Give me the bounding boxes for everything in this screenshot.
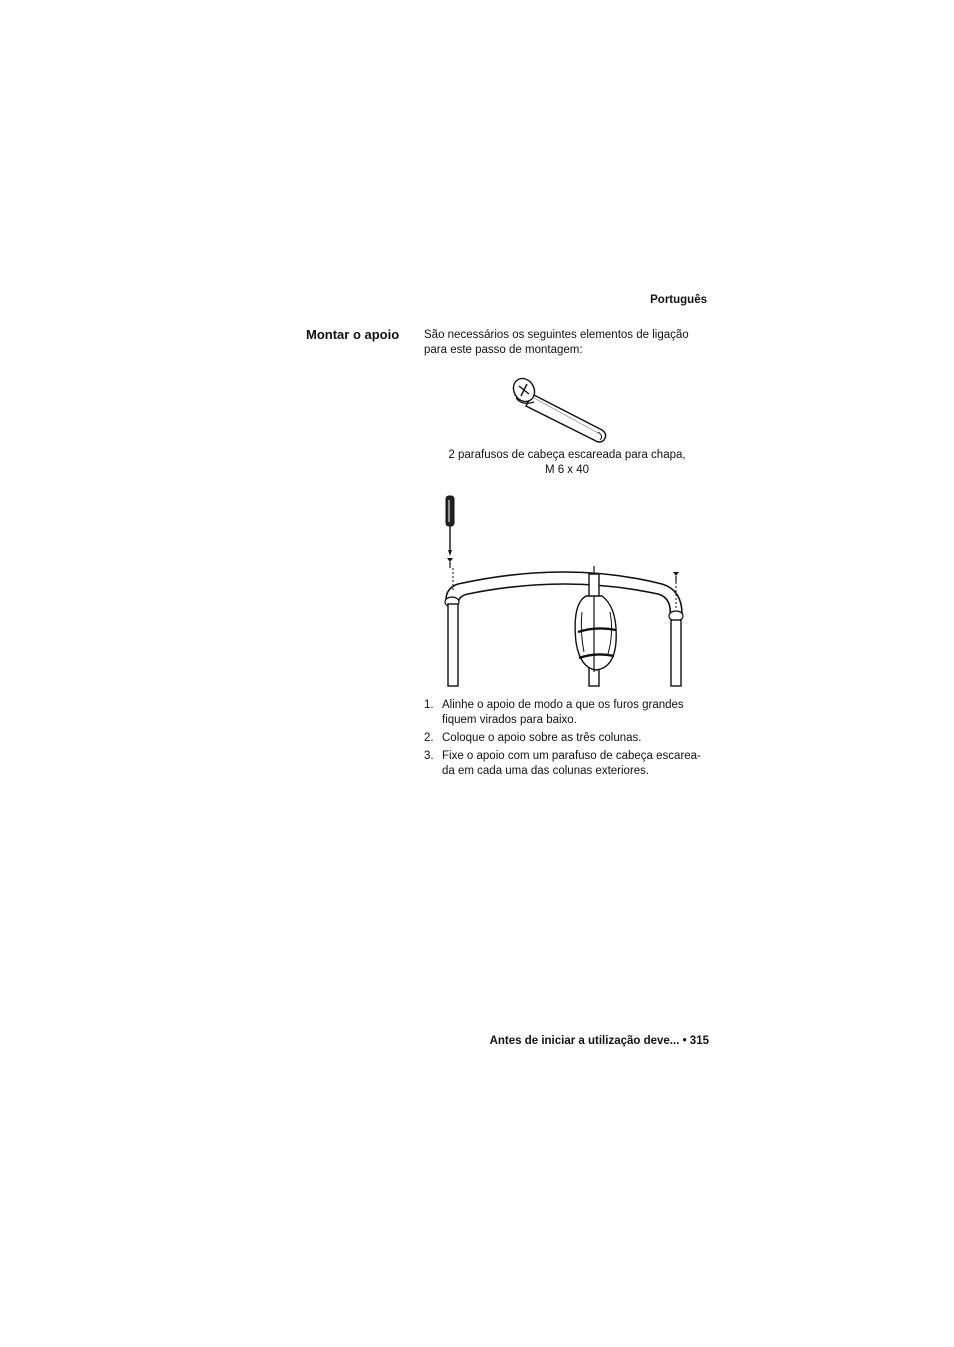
language-label: Português [650, 294, 707, 306]
list-item [424, 731, 714, 746]
step-line: da em cada uma das colunas exteriores. [442, 765, 650, 777]
support-assembly-illustration [436, 492, 694, 688]
section-title: Montar o apoio [306, 327, 400, 342]
list-item [424, 698, 714, 728]
screw-icon [673, 572, 679, 582]
list-item [424, 749, 714, 779]
intro-line: para este passo de montagem: [424, 344, 583, 356]
step-number: 1. [424, 699, 434, 711]
step-line: Alinhe o apoio de modo a que os furos grandes [442, 699, 684, 711]
intro-text [424, 328, 714, 358]
step-text [442, 731, 714, 746]
right-column [671, 620, 681, 686]
step-line: fiquem virados para baixo. [442, 714, 577, 726]
support-arc [446, 572, 682, 614]
step-text [442, 749, 714, 779]
step-number: 3. [424, 750, 434, 762]
step-line: Fixe o apoio com um parafuso de cabeça escarea- [442, 750, 701, 762]
screwdriver-icon [446, 496, 454, 556]
caption-line: M 6 x 40 [544, 464, 590, 476]
step-number: 2. [424, 732, 434, 744]
instruction-steps [424, 698, 714, 782]
cover-bag [575, 596, 616, 672]
caption-line: 2 parafusos de cabeça escareada para chapa, [448, 449, 686, 461]
step-text [442, 698, 714, 728]
countersunk-screw-illustration [508, 372, 612, 444]
screw-shank [526, 394, 606, 442]
left-column [448, 604, 458, 686]
intro-line: São necessários os seguintes elementos de ligação [424, 329, 689, 341]
step-line: Coloque o apoio sobre as três colunas. [442, 732, 642, 744]
page-footer: Antes de iniciar a utilização deve... • 315 [489, 1035, 709, 1047]
figure-caption [424, 448, 710, 478]
screw-icon [447, 558, 453, 568]
